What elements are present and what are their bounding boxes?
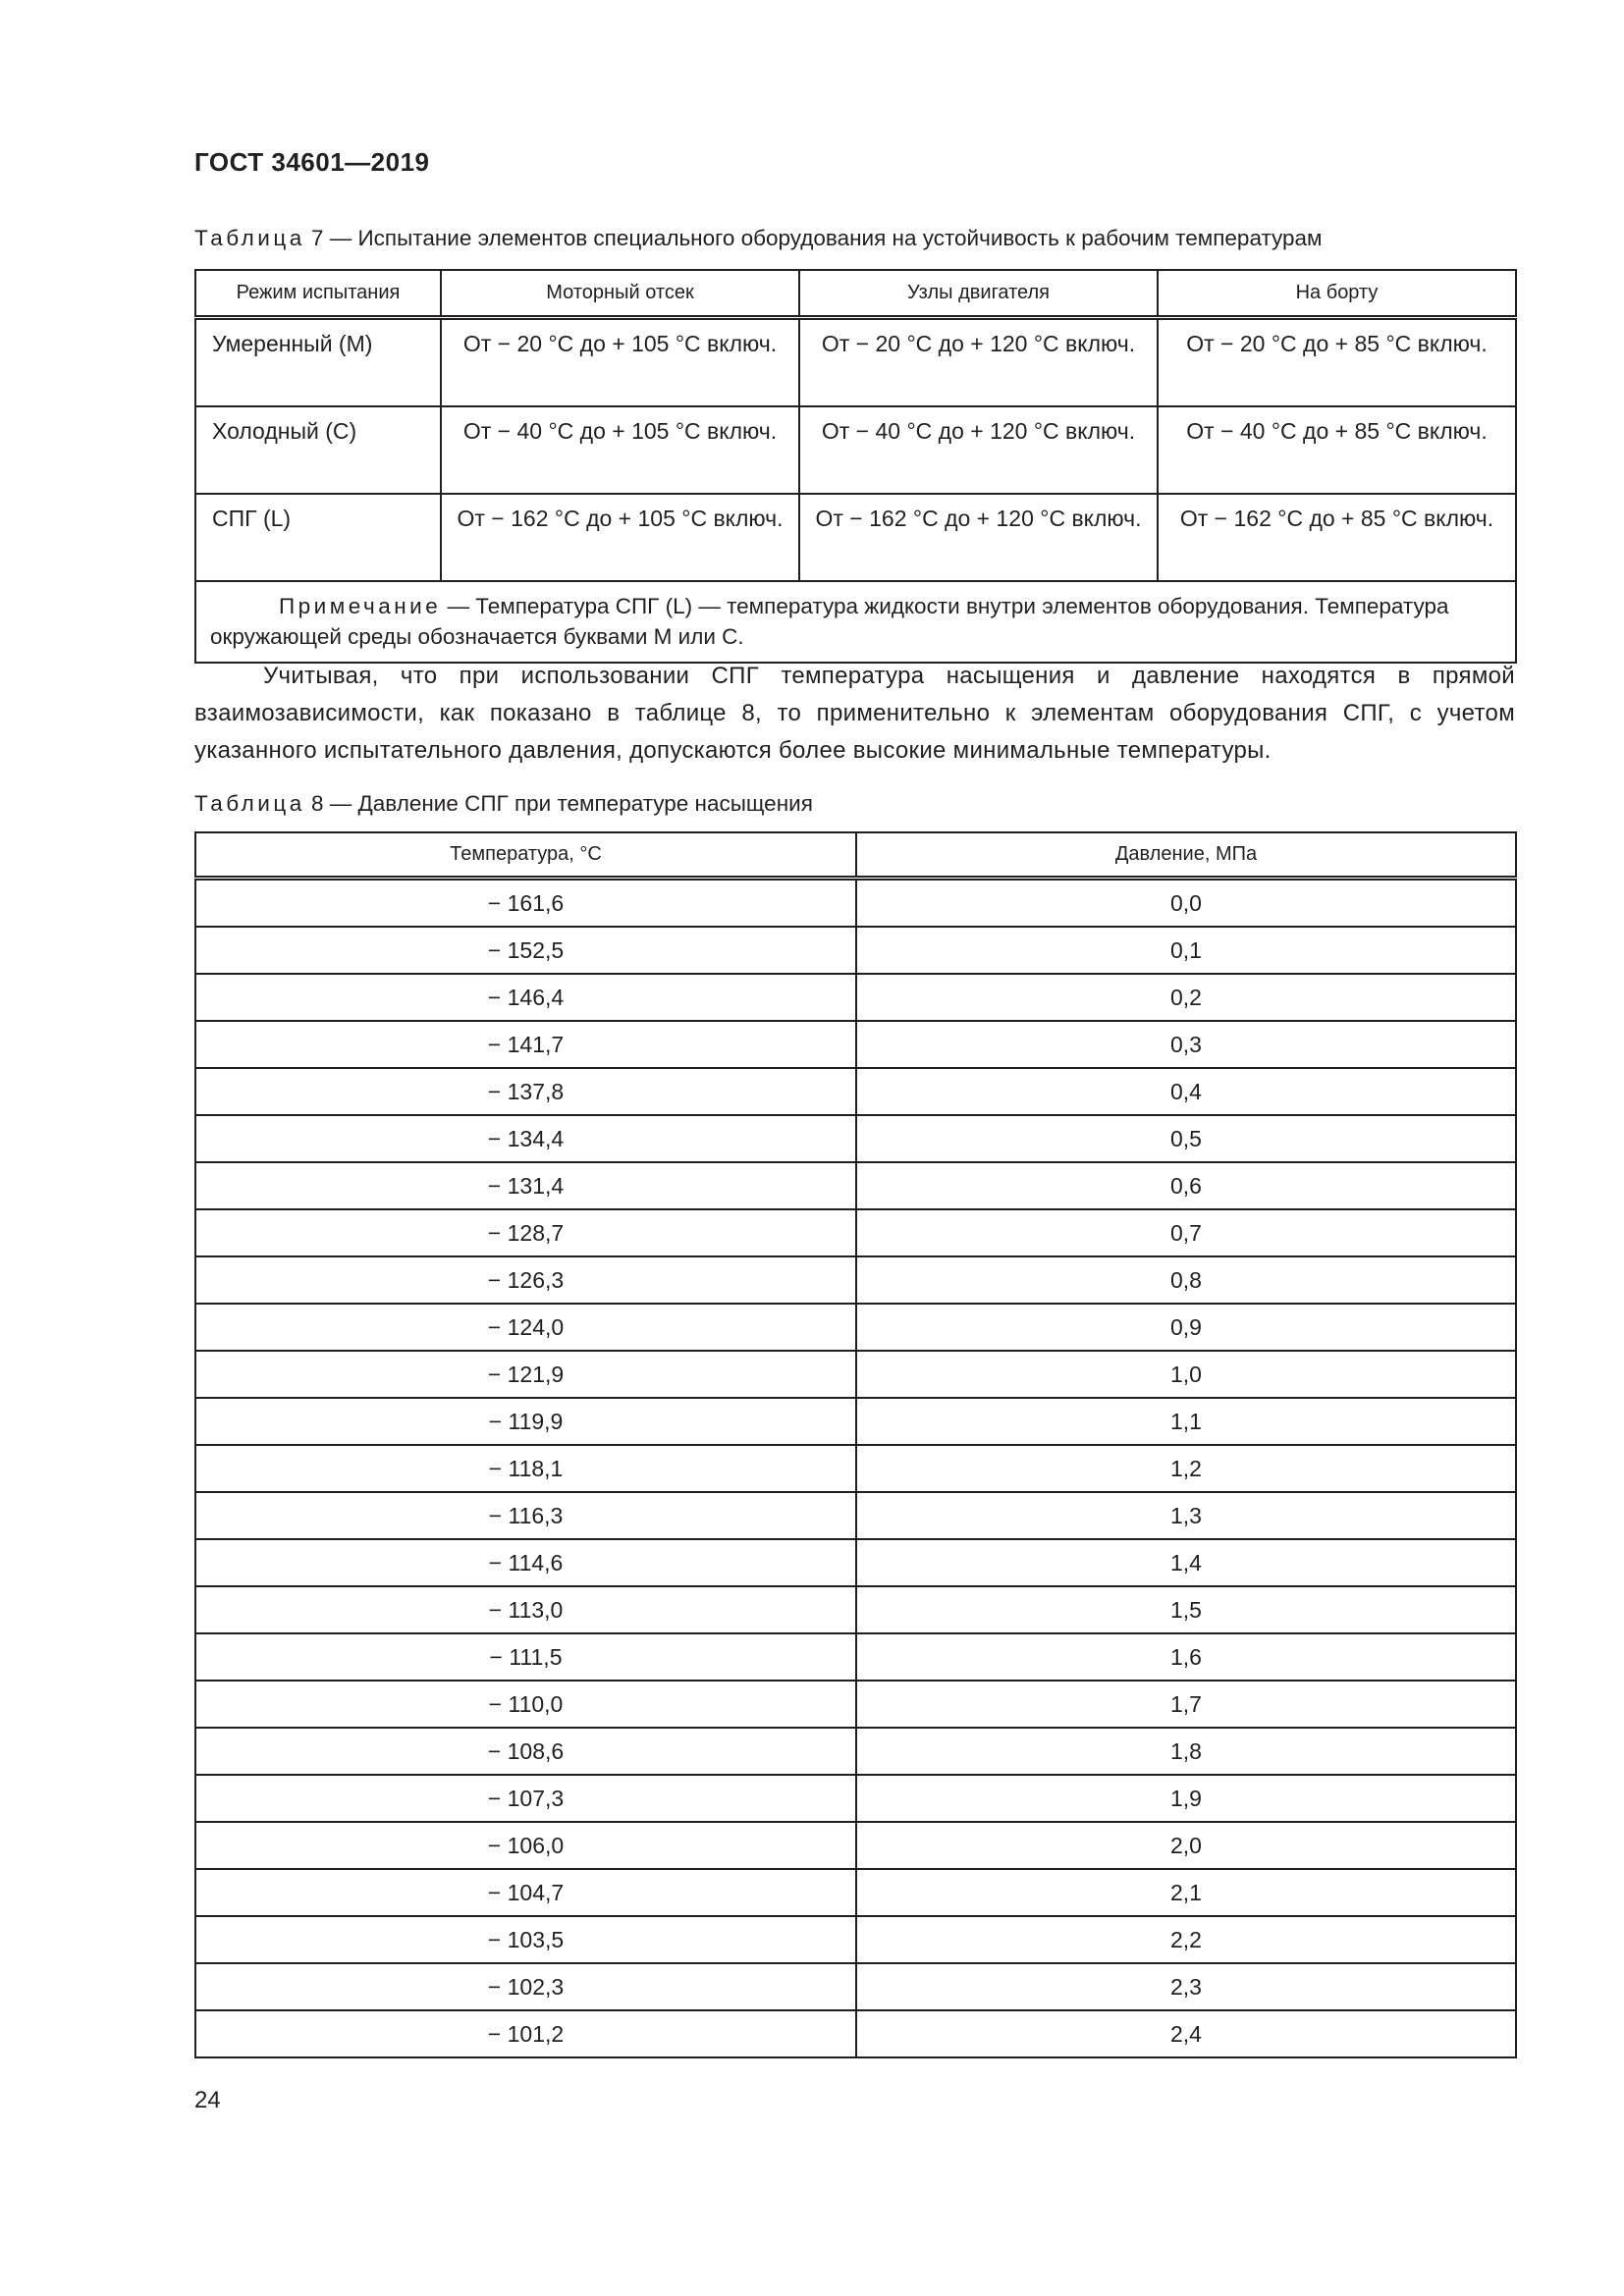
temperature-cell: − 128,7 — [195, 1209, 856, 1256]
document-code: ГОСТ 34601—2019 — [194, 147, 430, 177]
table7-cell: СПГ (L) — [195, 494, 441, 581]
table7-cell: От − 162 °С до + 105 °С включ. — [441, 494, 799, 581]
table7-col-engine-units: Узлы двигателя — [799, 270, 1158, 318]
table-row — [195, 1068, 1516, 1115]
table-row — [195, 974, 1516, 1021]
table-row — [195, 406, 1516, 494]
pressure-cell: 2,4 — [856, 2010, 1516, 2057]
table-row — [195, 1916, 1516, 1963]
temperature-cell: − 121,9 — [195, 1351, 856, 1398]
table8-caption-text: 8 — Давление СПГ при температуре насыщения — [304, 791, 813, 816]
table-row — [195, 2010, 1516, 2057]
pressure-cell: 1,8 — [856, 1728, 1516, 1775]
pressure-cell: 1,2 — [856, 1445, 1516, 1492]
table-row — [195, 1586, 1516, 1633]
table8-header-row — [195, 832, 1516, 879]
temperature-cell: − 141,7 — [195, 1021, 856, 1068]
temperature-cell: − 124,0 — [195, 1304, 856, 1351]
temperature-cell: − 134,4 — [195, 1115, 856, 1162]
table-row — [195, 1256, 1516, 1304]
table7 — [194, 269, 1517, 664]
temperature-cell: − 111,5 — [195, 1633, 856, 1681]
temperature-cell: − 102,3 — [195, 1963, 856, 2010]
temperature-cell: − 114,6 — [195, 1539, 856, 1586]
table8-caption — [194, 791, 813, 817]
temperature-cell: − 113,0 — [195, 1586, 856, 1633]
table7-cell: От − 162 °С до + 85 °С включ. — [1158, 494, 1516, 581]
table-row — [195, 1492, 1516, 1539]
table7-cell: От − 40 °С до + 85 °С включ. — [1158, 406, 1516, 494]
pressure-cell: 2,0 — [856, 1822, 1516, 1869]
temperature-cell: − 110,0 — [195, 1681, 856, 1728]
temperature-cell: − 104,7 — [195, 1869, 856, 1916]
table7-caption — [194, 226, 1323, 251]
temperature-cell: − 108,6 — [195, 1728, 856, 1775]
table8-col-pressure: Давление, МПа — [856, 832, 1516, 879]
table-row — [195, 1822, 1516, 1869]
pressure-cell: 0,2 — [856, 974, 1516, 1021]
table7-col-mode: Режим испытания — [195, 270, 441, 318]
table7-cell: От − 162 °С до + 120 °С включ. — [799, 494, 1158, 581]
pressure-cell: 0,4 — [856, 1068, 1516, 1115]
table-row — [195, 1869, 1516, 1916]
table7-col-engine-bay: Моторный отсек — [441, 270, 799, 318]
table-row — [195, 1633, 1516, 1681]
table8-col-temperature: Температура, °С — [195, 832, 856, 879]
temperature-cell: − 131,4 — [195, 1162, 856, 1209]
pressure-cell: 0,6 — [856, 1162, 1516, 1209]
temperature-cell: − 119,9 — [195, 1398, 856, 1445]
pressure-cell: 2,2 — [856, 1916, 1516, 1963]
pressure-cell: 1,0 — [856, 1351, 1516, 1398]
table-row — [195, 1445, 1516, 1492]
table7-caption-text: 7 — Испытание элементов специального оборудования на устойчивость к рабочим температурам — [304, 226, 1323, 250]
table-row — [195, 1351, 1516, 1398]
pressure-cell: 1,9 — [856, 1775, 1516, 1822]
table-row — [195, 1539, 1516, 1586]
pressure-cell: 1,4 — [856, 1539, 1516, 1586]
table-row — [195, 1304, 1516, 1351]
table-row — [195, 318, 1516, 407]
pressure-cell: 0,9 — [856, 1304, 1516, 1351]
page-number: 24 — [194, 2087, 221, 2113]
table7-cell: От − 20 °С до + 85 °С включ. — [1158, 318, 1516, 407]
pressure-cell: 1,1 — [856, 1398, 1516, 1445]
pressure-cell: 1,6 — [856, 1633, 1516, 1681]
table-row — [195, 927, 1516, 974]
table7-cell: От − 40 °С до + 120 °С включ. — [799, 406, 1158, 494]
table-row — [195, 879, 1516, 928]
table7-caption-prefix: Таблица — [194, 226, 305, 250]
table8-body — [195, 879, 1516, 2058]
temperature-cell: − 103,5 — [195, 1916, 856, 1963]
temperature-cell: − 101,2 — [195, 2010, 856, 2057]
table7-cell: Умеренный (М) — [195, 318, 441, 407]
pressure-cell: 1,5 — [856, 1586, 1516, 1633]
table-row — [195, 1162, 1516, 1209]
pressure-cell: 0,7 — [856, 1209, 1516, 1256]
temperature-cell: − 118,1 — [195, 1445, 856, 1492]
pressure-cell: 0,5 — [856, 1115, 1516, 1162]
table-row — [195, 1681, 1516, 1728]
pressure-cell: 0,1 — [856, 927, 1516, 974]
table7-cell: Холодный (С) — [195, 406, 441, 494]
temperature-cell: − 137,8 — [195, 1068, 856, 1115]
pressure-cell: 0,8 — [856, 1256, 1516, 1304]
table-row — [195, 1209, 1516, 1256]
pressure-cell: 2,1 — [856, 1869, 1516, 1916]
temperature-cell: − 161,6 — [195, 879, 856, 928]
table7-note-text: — Температура СПГ (L) — температура жидкости внутри элементов оборудования. Температура окружающей среды обозначается буквами М или С. — [210, 594, 1449, 649]
temperature-cell: − 152,5 — [195, 927, 856, 974]
table7-cell: От − 20 °С до + 120 °С включ. — [799, 318, 1158, 407]
table-row — [195, 1398, 1516, 1445]
table-row — [195, 1775, 1516, 1822]
table7-note-prefix: Примечание — [279, 594, 442, 618]
table-row — [195, 1021, 1516, 1068]
pressure-cell: 1,7 — [856, 1681, 1516, 1728]
table7-note — [195, 581, 1516, 663]
temperature-cell: − 106,0 — [195, 1822, 856, 1869]
table7-header-row — [195, 270, 1516, 318]
table-row — [195, 1728, 1516, 1775]
table-row — [195, 1963, 1516, 2010]
temperature-cell: − 116,3 — [195, 1492, 856, 1539]
temperature-cell: − 146,4 — [195, 974, 856, 1021]
table8-caption-prefix: Таблица — [194, 791, 305, 816]
temperature-cell: − 126,3 — [195, 1256, 856, 1304]
table7-col-onboard: На борту — [1158, 270, 1516, 318]
pressure-cell: 0,3 — [856, 1021, 1516, 1068]
table7-note-row — [195, 581, 1516, 663]
pressure-cell: 0,0 — [856, 879, 1516, 928]
table7-cell: От − 40 °С до + 105 °С включ. — [441, 406, 799, 494]
pressure-cell: 1,3 — [856, 1492, 1516, 1539]
table-row — [195, 494, 1516, 581]
table8 — [194, 831, 1517, 2058]
temperature-cell: − 107,3 — [195, 1775, 856, 1822]
pressure-cell: 2,3 — [856, 1963, 1516, 2010]
body-paragraph: Учитывая, что при использовании СПГ температура насыщения и давление находятся в прямой взаимозависимости, как показано в таблице 8, то применительно к элементам оборудования СПГ, с учетом указанного испытательного давления, допускаются более высокие минимальные температуры. — [194, 663, 1515, 764]
table-row — [195, 1115, 1516, 1162]
table7-cell: От − 20 °С до + 105 °С включ. — [441, 318, 799, 407]
